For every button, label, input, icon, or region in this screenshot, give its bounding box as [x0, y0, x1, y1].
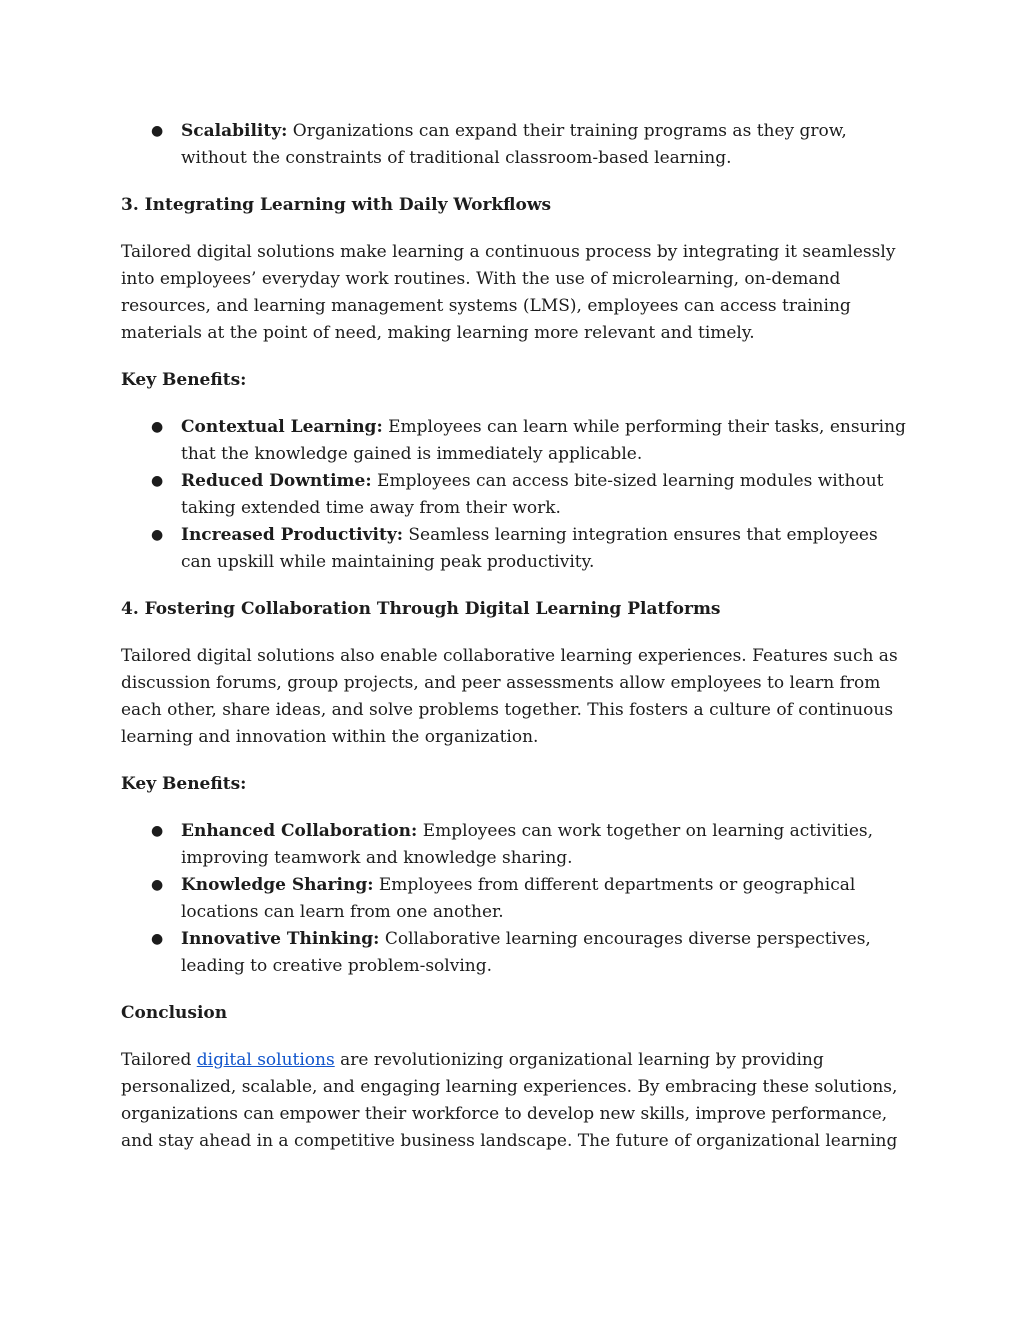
section-4-benefits-list: [121, 818, 911, 980]
list-item-term: Contextual Learning:: [181, 417, 383, 437]
bullet-icon: ●: [151, 123, 164, 139]
list-item-term: Increased Productivity:: [181, 525, 403, 545]
section-3-paragraph: Tailored digital solutions make learning a continuous process by integrating it seamlessly into employees’ everyday work routines. With the use of microlearning, on-demand resources, and learning management systems (LMS), employees can access training materials at the point of need, making learning more relevant and timely.: [121, 242, 896, 343]
conclusion-text-after-link: are revolutionizing organizational learning by providing personalized, scalable, and engaging learning experiences. By embracing these solutions, organizations can empower their workforce to develop new skills, improve performance, and stay ahead in a competitive business landscape. The future of organizational learning: [121, 1050, 898, 1151]
bullet-icon: ●: [151, 823, 164, 839]
list-item-text: Collaborative learning encourages diverse perspectives, leading to creative problem-solving.: [181, 929, 871, 976]
section-3-benefits-heading: Key Benefits:: [121, 370, 247, 390]
list-item-term: Reduced Downtime:: [181, 471, 372, 491]
list-item: [121, 522, 911, 576]
bullet-icon: ●: [151, 419, 164, 435]
top-bullet-list: [121, 118, 911, 172]
section-3-benefits-list: [121, 414, 911, 576]
list-item: [121, 872, 911, 926]
bullet-icon: ●: [151, 527, 164, 543]
list-item-text: Seamless learning integration ensures that employees can upskill while maintaining peak productivity.: [181, 525, 878, 572]
list-item-term: Innovative Thinking:: [181, 929, 380, 949]
list-item: [121, 468, 911, 522]
bullet-icon: ●: [151, 931, 164, 947]
document-page: [121, 118, 911, 1155]
section-3-heading: 3. Integrating Learning with Daily Workflows: [121, 195, 552, 215]
bullet-icon: ●: [151, 877, 164, 893]
list-item-text: Employees can learn while performing their tasks, ensuring that the knowledge gained is immediately applicable.: [181, 417, 906, 464]
list-item-text: Employees can access bite-sized learning modules without taking extended time away from their work.: [181, 471, 884, 518]
digital-solutions-link[interactable]: digital solutions: [196, 1050, 335, 1070]
section-4-benefits-heading: Key Benefits:: [121, 774, 247, 794]
bullet-icon: ●: [151, 473, 164, 489]
list-item-term: Enhanced Collaboration:: [181, 821, 418, 841]
list-item: [121, 414, 911, 468]
section-4-paragraph: Tailored digital solutions also enable collaborative learning experiences. Features such as discussion forums, group projects, and peer assessments allow employees to learn from each other, share ideas, and solve problems together. This fosters a culture of continuous learning and innovation within the organization.: [121, 646, 898, 747]
list-item-term: Scalability:: [181, 121, 288, 141]
section-4-heading: 4. Fostering Collaboration Through Digital Learning Platforms: [121, 599, 721, 619]
list-item-text: Organizations can expand their training programs as they grow, without the constraints of traditional classroom-based learning.: [181, 121, 847, 168]
list-item: [121, 926, 911, 980]
list-item-text: Employees can work together on learning activities, improving teamwork and knowledge sharing.: [181, 821, 874, 868]
list-item-text: Employees from different departments or geographical locations can learn from one another.: [181, 875, 856, 922]
list-item: [121, 118, 911, 172]
conclusion-heading: Conclusion: [121, 1003, 228, 1023]
list-item: [121, 818, 911, 872]
list-item-term: Knowledge Sharing:: [181, 875, 374, 895]
conclusion-text-before-link: Tailored: [121, 1050, 197, 1070]
conclusion-paragraph: [121, 1047, 911, 1155]
